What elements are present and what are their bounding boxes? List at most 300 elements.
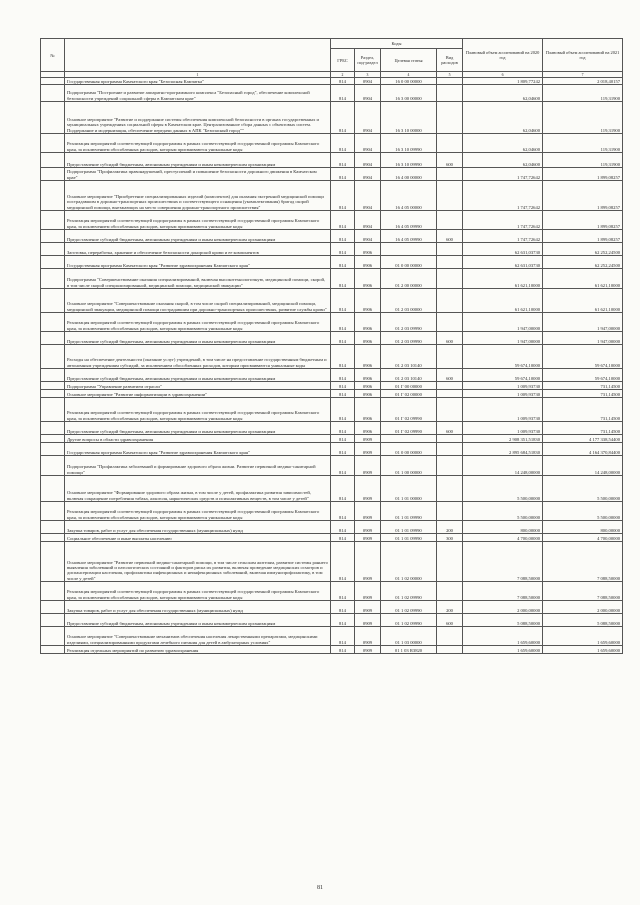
grbs-cell: 814 — [331, 435, 355, 443]
razdel-cell: 0906 — [355, 390, 381, 398]
amount-2020-cell: 1 659,60000 — [463, 627, 543, 646]
row-name-cell: Основное мероприятие "Совершенствование механизмов обеспечения населения лекарственными препаратами, медицинскими изделиями, специализированными продуктами лечебного питания для детей в амбулаторных условиях" — [65, 627, 331, 646]
grbs-cell: 814 — [331, 614, 355, 627]
row-number-cell — [41, 542, 65, 582]
csr-cell — [381, 435, 437, 443]
vr-cell: 200 — [437, 521, 463, 534]
row-number-cell — [41, 134, 65, 153]
table-row — [41, 502, 623, 521]
row-name-cell: Предоставление субсидий бюджетным, автономным учреждениям и иным некоммерческим организациям — [65, 369, 331, 382]
table-row — [41, 614, 623, 627]
row-name-cell: Основное мероприятие "Совершенствование оказания скорой, в том числе скорой специализированной, медицинской помощи, медицинской эвакуации, медицинской помощи пострадавшим при дорожно-транспортных происшествиях, развитие службы крови" — [65, 289, 331, 313]
row-name-cell: Государственная программа Камчатского края "Безопасная Камчатка" — [65, 78, 331, 85]
header-vr: Вид расходов — [437, 49, 463, 72]
razdel-cell: 0904 — [355, 181, 381, 211]
csr-cell: 16 3 10 00000 — [381, 102, 437, 134]
amount-2020-cell: 2 000,00000 — [463, 601, 543, 614]
csr-cell: 01 2 03 10140 — [381, 369, 437, 382]
csr-cell: 01 1 02 09990 — [381, 614, 437, 627]
razdel-cell: 0909 — [355, 443, 381, 456]
vr-cell — [437, 289, 463, 313]
razdel-cell: 0909 — [355, 534, 381, 542]
amount-2020-cell: 1 747,72642 — [463, 181, 543, 211]
amount-2021-cell: 119,31900 — [543, 134, 623, 153]
row-name-cell: Расходы на обеспечение деятельности (оказание услуг) учреждений, в том числе на предоставление государственным бюджетным и автономным учреждениям субсидий, за исключением обособленных расходов, которым присваиваются уникальные коды — [65, 345, 331, 369]
row-name-cell: Подпрограмма "Управление развитием отрасли" — [65, 382, 331, 390]
vr-cell — [437, 256, 463, 269]
amount-2020-cell: 4 700,00000 — [463, 534, 543, 542]
vr-cell — [437, 502, 463, 521]
amount-2021-cell: 731,14500 — [543, 422, 623, 435]
grbs-cell: 814 — [331, 85, 355, 102]
grbs-cell: 814 — [331, 542, 355, 582]
grbs-cell: 814 — [331, 332, 355, 345]
row-number-cell — [41, 211, 65, 230]
table-row — [41, 181, 623, 211]
row-number-cell — [41, 601, 65, 614]
amount-2021-cell: 731,14500 — [543, 398, 623, 422]
csr-cell: 01 1 02 09990 — [381, 601, 437, 614]
grbs-cell: 814 — [331, 289, 355, 313]
page-number: 81 — [317, 885, 323, 891]
row-number-cell — [41, 243, 65, 256]
table-row — [41, 289, 623, 313]
header-name — [65, 39, 331, 72]
amount-2020-cell: 1 747,72642 — [463, 230, 543, 243]
grbs-cell: 814 — [331, 443, 355, 456]
table-row — [41, 398, 623, 422]
csr-cell: 01 1 01 00000 — [381, 476, 437, 502]
row-name-cell: Предоставление субсидий бюджетным, автономным учреждениям и иным некоммерческим организациям — [65, 332, 331, 345]
row-name-cell: Реализация мероприятий соответствующей подпрограммы в рамках соответствующей государственной программы Камчатского края, за исключением обособленных расходов, которым присваиваются уникальные коды — [65, 502, 331, 521]
csr-cell: 16 0 00 00000 — [381, 78, 437, 85]
csr-cell: 01 1 01 09990 — [381, 521, 437, 534]
razdel-cell: 0906 — [355, 345, 381, 369]
table-row — [41, 168, 623, 181]
amount-2020-cell: 61 621,10000 — [463, 289, 543, 313]
amount-2020-cell: 1 009,93730 — [463, 398, 543, 422]
row-number-cell — [41, 476, 65, 502]
row-name-cell: Основное мероприятие "Формирование здорового образа жизни, в том числе у детей, профилактика развития зависимостей, включая сокращение потребления табака, алкоголя, наркотических средств и психоактивных веществ, в том числе у детей" — [65, 476, 331, 502]
amount-2021-cell: 62 252,24500 — [543, 243, 623, 256]
vr-cell — [437, 78, 463, 85]
row-number-cell — [41, 390, 65, 398]
amount-2021-cell: 59 674,10000 — [543, 369, 623, 382]
row-name-cell: Закупка товаров, работ и услуг для обеспечения государственных (муниципальных) нужд — [65, 601, 331, 614]
grbs-cell: 814 — [331, 181, 355, 211]
row-number-cell — [41, 230, 65, 243]
razdel-cell: 0906 — [355, 369, 381, 382]
razdel-cell: 0909 — [355, 614, 381, 627]
razdel-cell: 0906 — [355, 289, 381, 313]
vr-cell — [437, 85, 463, 102]
row-number-cell — [41, 289, 65, 313]
row-number-cell — [41, 534, 65, 542]
csr-cell: 01 Г 00 00000 — [381, 382, 437, 390]
razdel-cell: 0906 — [355, 313, 381, 332]
vr-cell — [437, 582, 463, 601]
csr-cell: 01 1 02 00000 — [381, 542, 437, 582]
vr-cell — [437, 168, 463, 181]
table-row — [41, 443, 623, 456]
grbs-cell: 814 — [331, 134, 355, 153]
razdel-cell: 0906 — [355, 256, 381, 269]
amount-2021-cell: 7 088,50000 — [543, 542, 623, 582]
row-number-cell — [41, 332, 65, 345]
amount-2021-cell: 2 000,00000 — [543, 601, 623, 614]
row-name-cell: Реализация мероприятий соответствующей подпрограммы в рамках соответствующей государственной программы Камчатского края, за исключением обособленных расходов, которым присваиваются уникальные коды — [65, 211, 331, 230]
column-number-cell: 2 — [331, 72, 355, 78]
amount-2021-cell: 14 248,00000 — [543, 456, 623, 476]
amount-2021-cell: 61 621,10000 — [543, 269, 623, 289]
amount-2021-cell: 1 899,08257 — [543, 181, 623, 211]
row-number-cell — [41, 521, 65, 534]
amount-2021-cell: 62 252,24500 — [543, 256, 623, 269]
row-name-cell: Государственная программа Камчатского края "Развитие здравоохранения Камчатского края" — [65, 443, 331, 456]
amount-2021-cell: 61 621,10000 — [543, 289, 623, 313]
grbs-cell: 814 — [331, 601, 355, 614]
row-name-cell: Заготовка, переработка, хранение и обеспечение безопасности донорской крови и ее компонентов — [65, 243, 331, 256]
csr-cell: 01 2 03 09990 — [381, 313, 437, 332]
grbs-cell: 814 — [331, 211, 355, 230]
grbs-cell: 814 — [331, 243, 355, 256]
amount-2021-cell: 7 088,50000 — [543, 582, 623, 601]
column-number-cell: 5 — [437, 72, 463, 78]
razdel-cell: 0904 — [355, 211, 381, 230]
vr-cell — [437, 243, 463, 256]
grbs-cell: 814 — [331, 230, 355, 243]
table-row — [41, 534, 623, 542]
vr-cell — [437, 476, 463, 502]
grbs-cell: 814 — [331, 476, 355, 502]
row-name-cell: Основное мероприятие "Развитие информатизации в здравоохранении" — [65, 390, 331, 398]
row-name-cell: Предоставление субсидий бюджетным, автономным учреждениям и иным некоммерческим организациям — [65, 153, 331, 168]
row-number-cell — [41, 153, 65, 168]
row-name-cell: Реализация мероприятий соответствующей подпрограммы в рамках соответствующей государственной программы Камчатского края, за исключением обособленных расходов, которым присваиваются уникальные коды — [65, 134, 331, 153]
row-number-cell — [41, 614, 65, 627]
grbs-cell: 814 — [331, 313, 355, 332]
row-name-cell: Подпрограмма "Построение и развитие аппаратно-программного комплекса "Безопасный город", обеспечение комплексной безопасности учреждений социальной сферы в Камчатском крае" — [65, 85, 331, 102]
row-name-cell: Государственная программа Камчатского края "Развитие здравоохранения Камчатского края" — [65, 256, 331, 269]
row-number-cell — [41, 168, 65, 181]
row-number-cell — [41, 382, 65, 390]
amount-2021-cell: 1 659,60000 — [543, 646, 623, 654]
csr-cell: 01 Г 02 09990 — [381, 398, 437, 422]
amount-2021-cell: 731,14500 — [543, 390, 623, 398]
csr-cell: 01 1 01 09990 — [381, 534, 437, 542]
table-row — [41, 601, 623, 614]
csr-cell: 01 2 03 10140 — [381, 345, 437, 369]
amount-2020-cell: 61 621,10000 — [463, 269, 543, 289]
vr-cell — [437, 390, 463, 398]
csr-cell: 01 1 03 00000 — [381, 627, 437, 646]
razdel-cell: 0906 — [355, 382, 381, 390]
amount-2020-cell: 62,04600 — [463, 102, 543, 134]
row-number-cell — [41, 398, 65, 422]
row-number-cell — [41, 646, 65, 654]
grbs-cell: 814 — [331, 390, 355, 398]
table-row — [41, 369, 623, 382]
amount-2021-cell: 1 899,08257 — [543, 211, 623, 230]
grbs-cell: 814 — [331, 153, 355, 168]
vr-cell: 600 — [437, 369, 463, 382]
csr-cell: 01 2 03 09990 — [381, 332, 437, 345]
vr-cell — [437, 627, 463, 646]
row-name-cell: Предоставление субсидий бюджетным, автономным учреждениям и иным некоммерческим организациям — [65, 614, 331, 627]
csr-cell: 16 4 05 09990 — [381, 230, 437, 243]
vr-cell: 200 — [437, 601, 463, 614]
table-row — [41, 243, 623, 256]
table-row — [41, 456, 623, 476]
grbs-cell: 814 — [331, 256, 355, 269]
table-row — [41, 134, 623, 153]
table-row — [41, 382, 623, 390]
table-row — [41, 345, 623, 369]
amount-2020-cell: 800,00000 — [463, 521, 543, 534]
razdel-cell: 0906 — [355, 269, 381, 289]
amount-2020-cell: 7 088,50000 — [463, 542, 543, 582]
amount-2020-cell: 1 747,72642 — [463, 211, 543, 230]
csr-cell: 16 3 00 00000 — [381, 85, 437, 102]
amount-2021-cell: 119,31900 — [543, 85, 623, 102]
table-row — [41, 390, 623, 398]
vr-cell — [437, 382, 463, 390]
grbs-cell: 814 — [331, 534, 355, 542]
amount-2020-cell: 59 674,10000 — [463, 345, 543, 369]
amount-2020-cell: 1 809,77242 — [463, 78, 543, 85]
table-row — [41, 435, 623, 443]
razdel-cell: 0906 — [355, 422, 381, 435]
vr-cell: 600 — [437, 614, 463, 627]
razdel-cell: 0904 — [355, 102, 381, 134]
vr-cell: 600 — [437, 230, 463, 243]
column-number-cell: 3 — [355, 72, 381, 78]
vr-cell: 600 — [437, 332, 463, 345]
row-name-cell: Предоставление субсидий бюджетным, автономным учреждениям и иным некоммерческим организациям — [65, 422, 331, 435]
amount-2020-cell: 7 088,50000 — [463, 582, 543, 601]
razdel-cell: 0904 — [355, 78, 381, 85]
razdel-cell: 0909 — [355, 456, 381, 476]
row-number-cell — [41, 422, 65, 435]
razdel-cell: 0906 — [355, 332, 381, 345]
table-header-row — [41, 39, 623, 49]
row-number-cell — [41, 102, 65, 134]
amount-2021-cell: 5 088,50000 — [543, 614, 623, 627]
vr-cell: 600 — [437, 153, 463, 168]
amount-2020-cell: 2 908 351,51830 — [463, 435, 543, 443]
amount-2021-cell: 1 899,08257 — [543, 168, 623, 181]
header-csr: Целевая статья — [381, 49, 437, 72]
amount-2020-cell: 1 009,93730 — [463, 390, 543, 398]
amount-2020-cell: 5 088,50000 — [463, 614, 543, 627]
grbs-cell: 814 — [331, 646, 355, 654]
amount-2020-cell: 1 009,93730 — [463, 422, 543, 435]
amount-2021-cell: 5 500,00000 — [543, 502, 623, 521]
grbs-cell: 814 — [331, 345, 355, 369]
row-number-cell — [41, 627, 65, 646]
header-num: № — [41, 39, 65, 72]
header-razdel: Раздел, под-раздел — [355, 49, 381, 72]
row-name-cell: Реализация мероприятий соответствующей подпрограммы в рамках соответствующей государственной программы Камчатского края, за исключением обособленных расходов, которым присваиваются уникальные коды — [65, 398, 331, 422]
razdel-cell: 0904 — [355, 168, 381, 181]
amount-2020-cell: 62,04600 — [463, 153, 543, 168]
vr-cell — [437, 313, 463, 332]
csr-cell: 16 3 10 09990 — [381, 153, 437, 168]
table-row — [41, 646, 623, 654]
csr-cell: 01 1 02 09990 — [381, 582, 437, 601]
vr-cell — [437, 443, 463, 456]
row-name-cell: Реализация мероприятий соответствующей подпрограммы в рамках соответствующей государственной программы Камчатского края, за исключением обособленных расходов, которым присваиваются уникальные коды — [65, 313, 331, 332]
csr-cell: 01 Г 02 00000 — [381, 390, 437, 398]
row-name-cell: Предоставление субсидий бюджетным, автономным учреждениям и иным некоммерческим организациям — [65, 230, 331, 243]
razdel-cell: 0909 — [355, 502, 381, 521]
table-body — [41, 72, 623, 654]
column-number-cell: 4 — [381, 72, 437, 78]
razdel-cell: 0909 — [355, 542, 381, 582]
row-number-cell — [41, 256, 65, 269]
grbs-cell: 814 — [331, 269, 355, 289]
grbs-cell: 814 — [331, 369, 355, 382]
vr-cell — [437, 542, 463, 582]
table-row — [41, 78, 623, 85]
table-row — [41, 256, 623, 269]
header-2020: Плановый объем ассигнований на 2020 год — [463, 39, 543, 72]
grbs-cell: 814 — [331, 521, 355, 534]
row-number-cell — [41, 269, 65, 289]
razdel-cell: 0906 — [355, 398, 381, 422]
vr-cell — [437, 398, 463, 422]
amount-2021-cell: 5 500,00000 — [543, 476, 623, 502]
csr-cell: 01 2 03 00000 — [381, 289, 437, 313]
table-row — [41, 476, 623, 502]
table-row — [41, 313, 623, 332]
grbs-cell: 814 — [331, 502, 355, 521]
amount-2021-cell: 1 947,00000 — [543, 332, 623, 345]
amount-2021-cell: 119,31900 — [543, 102, 623, 134]
vr-cell: 300 — [437, 534, 463, 542]
row-name-cell: Закупка товаров, работ и услуг для обеспечения государственных (муниципальных) нужд — [65, 521, 331, 534]
csr-cell: 01 1 00 00000 — [381, 456, 437, 476]
row-name-cell: Основное мероприятие "Развитие и поддержание системы обеспечения комплексной безопасности в органах государственных и муниципальных учреждениях социальной сферы в Камчатском крае. Централизованное сбора данных с объектовых систем. Поддержание и модернизация, обеспечение передачи данных в АПК "Безопасный город"" — [65, 102, 331, 134]
grbs-cell: 814 — [331, 168, 355, 181]
grbs-cell: 814 — [331, 102, 355, 134]
row-name-cell: Основное мероприятие "Приобретение специализированных изделий (комплектов) для оказания экстренной медицинской помощи пострадавшим в дорожно-транспортных происшествиях и соответствующего оснащения (укомплектования) бригад скорой медицинской помощи, выезжающих на место совершения дорожно-транспортного происшествия" — [65, 181, 331, 211]
row-name-cell: Социальное обеспечение и иные выплаты населению — [65, 534, 331, 542]
amount-2020-cell: 62,04600 — [463, 134, 543, 153]
amount-2021-cell: 119,31900 — [543, 153, 623, 168]
amount-2021-cell: 1 659,60000 — [543, 627, 623, 646]
vr-cell — [437, 102, 463, 134]
amount-2021-cell: 4 177 338,54400 — [543, 435, 623, 443]
column-number-cell: 7 — [543, 72, 623, 78]
vr-cell — [437, 134, 463, 153]
row-number-cell — [41, 181, 65, 211]
row-number-cell — [41, 502, 65, 521]
csr-cell: 16 4 00 00000 — [381, 168, 437, 181]
amount-2020-cell: 1 947,00000 — [463, 313, 543, 332]
grbs-cell: 814 — [331, 78, 355, 85]
vr-cell — [437, 181, 463, 211]
row-number-cell — [41, 582, 65, 601]
csr-cell: 01 2 00 00000 — [381, 269, 437, 289]
amount-2020-cell: 62 631,03730 — [463, 243, 543, 256]
table-row — [41, 230, 623, 243]
table-row — [41, 102, 623, 134]
row-number-cell — [41, 85, 65, 102]
row-name-cell: Реализация мероприятий соответствующей подпрограммы в рамках соответствующей государственной программы Камчатского края, за исключением обособленных расходов, которым присваиваются уникальные коды — [65, 582, 331, 601]
vr-cell — [437, 456, 463, 476]
row-number-cell — [41, 313, 65, 332]
row-name-cell: Подпрограмма "Профилактика правонарушений, преступлений и повышение безопасности дорожного движения в Камчатском крае" — [65, 168, 331, 181]
amount-2021-cell: 4 700,00000 — [543, 534, 623, 542]
razdel-cell: 0904 — [355, 85, 381, 102]
amount-2020-cell: 62,04600 — [463, 85, 543, 102]
row-name-cell: Другие вопросы в области здравоохранения — [65, 435, 331, 443]
vr-cell: 600 — [437, 422, 463, 435]
csr-cell: 16 4 05 00000 — [381, 181, 437, 211]
grbs-cell: 814 — [331, 627, 355, 646]
amount-2021-cell: 4 164 370,84400 — [543, 443, 623, 456]
row-name-cell: Подпрограмма "Совершенствование оказания специализированной, включая высокотехнологичную, медицинской помощи, скорой, в том числе скорой специализированной, медицинской помощи, медицинской эвакуации" — [65, 269, 331, 289]
budget-table — [40, 38, 623, 654]
table-row — [41, 521, 623, 534]
table-row — [41, 211, 623, 230]
csr-cell: 16 4 05 09990 — [381, 211, 437, 230]
amount-2020-cell: 2 895 684,51830 — [463, 443, 543, 456]
vr-cell — [437, 211, 463, 230]
row-number-cell — [41, 443, 65, 456]
grbs-cell: 814 — [331, 456, 355, 476]
razdel-cell: 0904 — [355, 230, 381, 243]
amount-2020-cell: 1 659,60000 — [463, 646, 543, 654]
table-row — [41, 269, 623, 289]
vr-cell — [437, 269, 463, 289]
razdel-cell: 0906 — [355, 243, 381, 256]
budget-table-container — [40, 38, 622, 654]
row-name-cell: Подпрограмма "Профилактика заболеваний и формирование здорового образа жизни. Развитие первичной медико-санитарной помощи" — [65, 456, 331, 476]
amount-2020-cell: 1 747,72642 — [463, 168, 543, 181]
amount-2020-cell: 1 947,00000 — [463, 332, 543, 345]
csr-cell: 01 1 03 R3820 — [381, 646, 437, 654]
amount-2020-cell: 59 674,10000 — [463, 369, 543, 382]
amount-2021-cell: 1 899,08257 — [543, 230, 623, 243]
row-number-cell — [41, 456, 65, 476]
vr-cell — [437, 646, 463, 654]
razdel-cell: 0909 — [355, 435, 381, 443]
razdel-cell: 0909 — [355, 646, 381, 654]
grbs-cell: 814 — [331, 382, 355, 390]
razdel-cell: 0904 — [355, 134, 381, 153]
table-row — [41, 627, 623, 646]
grbs-cell: 814 — [331, 422, 355, 435]
header-codes: Коды — [331, 39, 463, 49]
grbs-cell: 814 — [331, 582, 355, 601]
header-grbs: ГРБС — [331, 49, 355, 72]
amount-2020-cell: 62 631,03730 — [463, 256, 543, 269]
row-name-cell: Реализация отдельных мероприятий по развитию здравоохранения — [65, 646, 331, 654]
row-name-cell: Основное мероприятие "Развитие первичной медико-санитарной помощи, в том числе сельским жителям, развитие системы раннего выявления заболеваний и патологических состояний и факторов риска их развития, включая проведение медицинских осмотров и диспансеризации населения, профилактика инфекционных и неинфекционных заболеваний, включая иммунопрофилактику, в том числе у детей" — [65, 542, 331, 582]
razdel-cell: 0909 — [355, 601, 381, 614]
csr-cell — [381, 243, 437, 256]
table-row — [41, 582, 623, 601]
csr-cell: 01 Г 02 09990 — [381, 422, 437, 435]
razdel-cell: 0909 — [355, 476, 381, 502]
amount-2020-cell: 5 500,00000 — [463, 502, 543, 521]
amount-2021-cell: 731,14500 — [543, 382, 623, 390]
table-row — [41, 542, 623, 582]
amount-2020-cell: 5 500,00000 — [463, 476, 543, 502]
amount-2020-cell: 1 009,93730 — [463, 382, 543, 390]
